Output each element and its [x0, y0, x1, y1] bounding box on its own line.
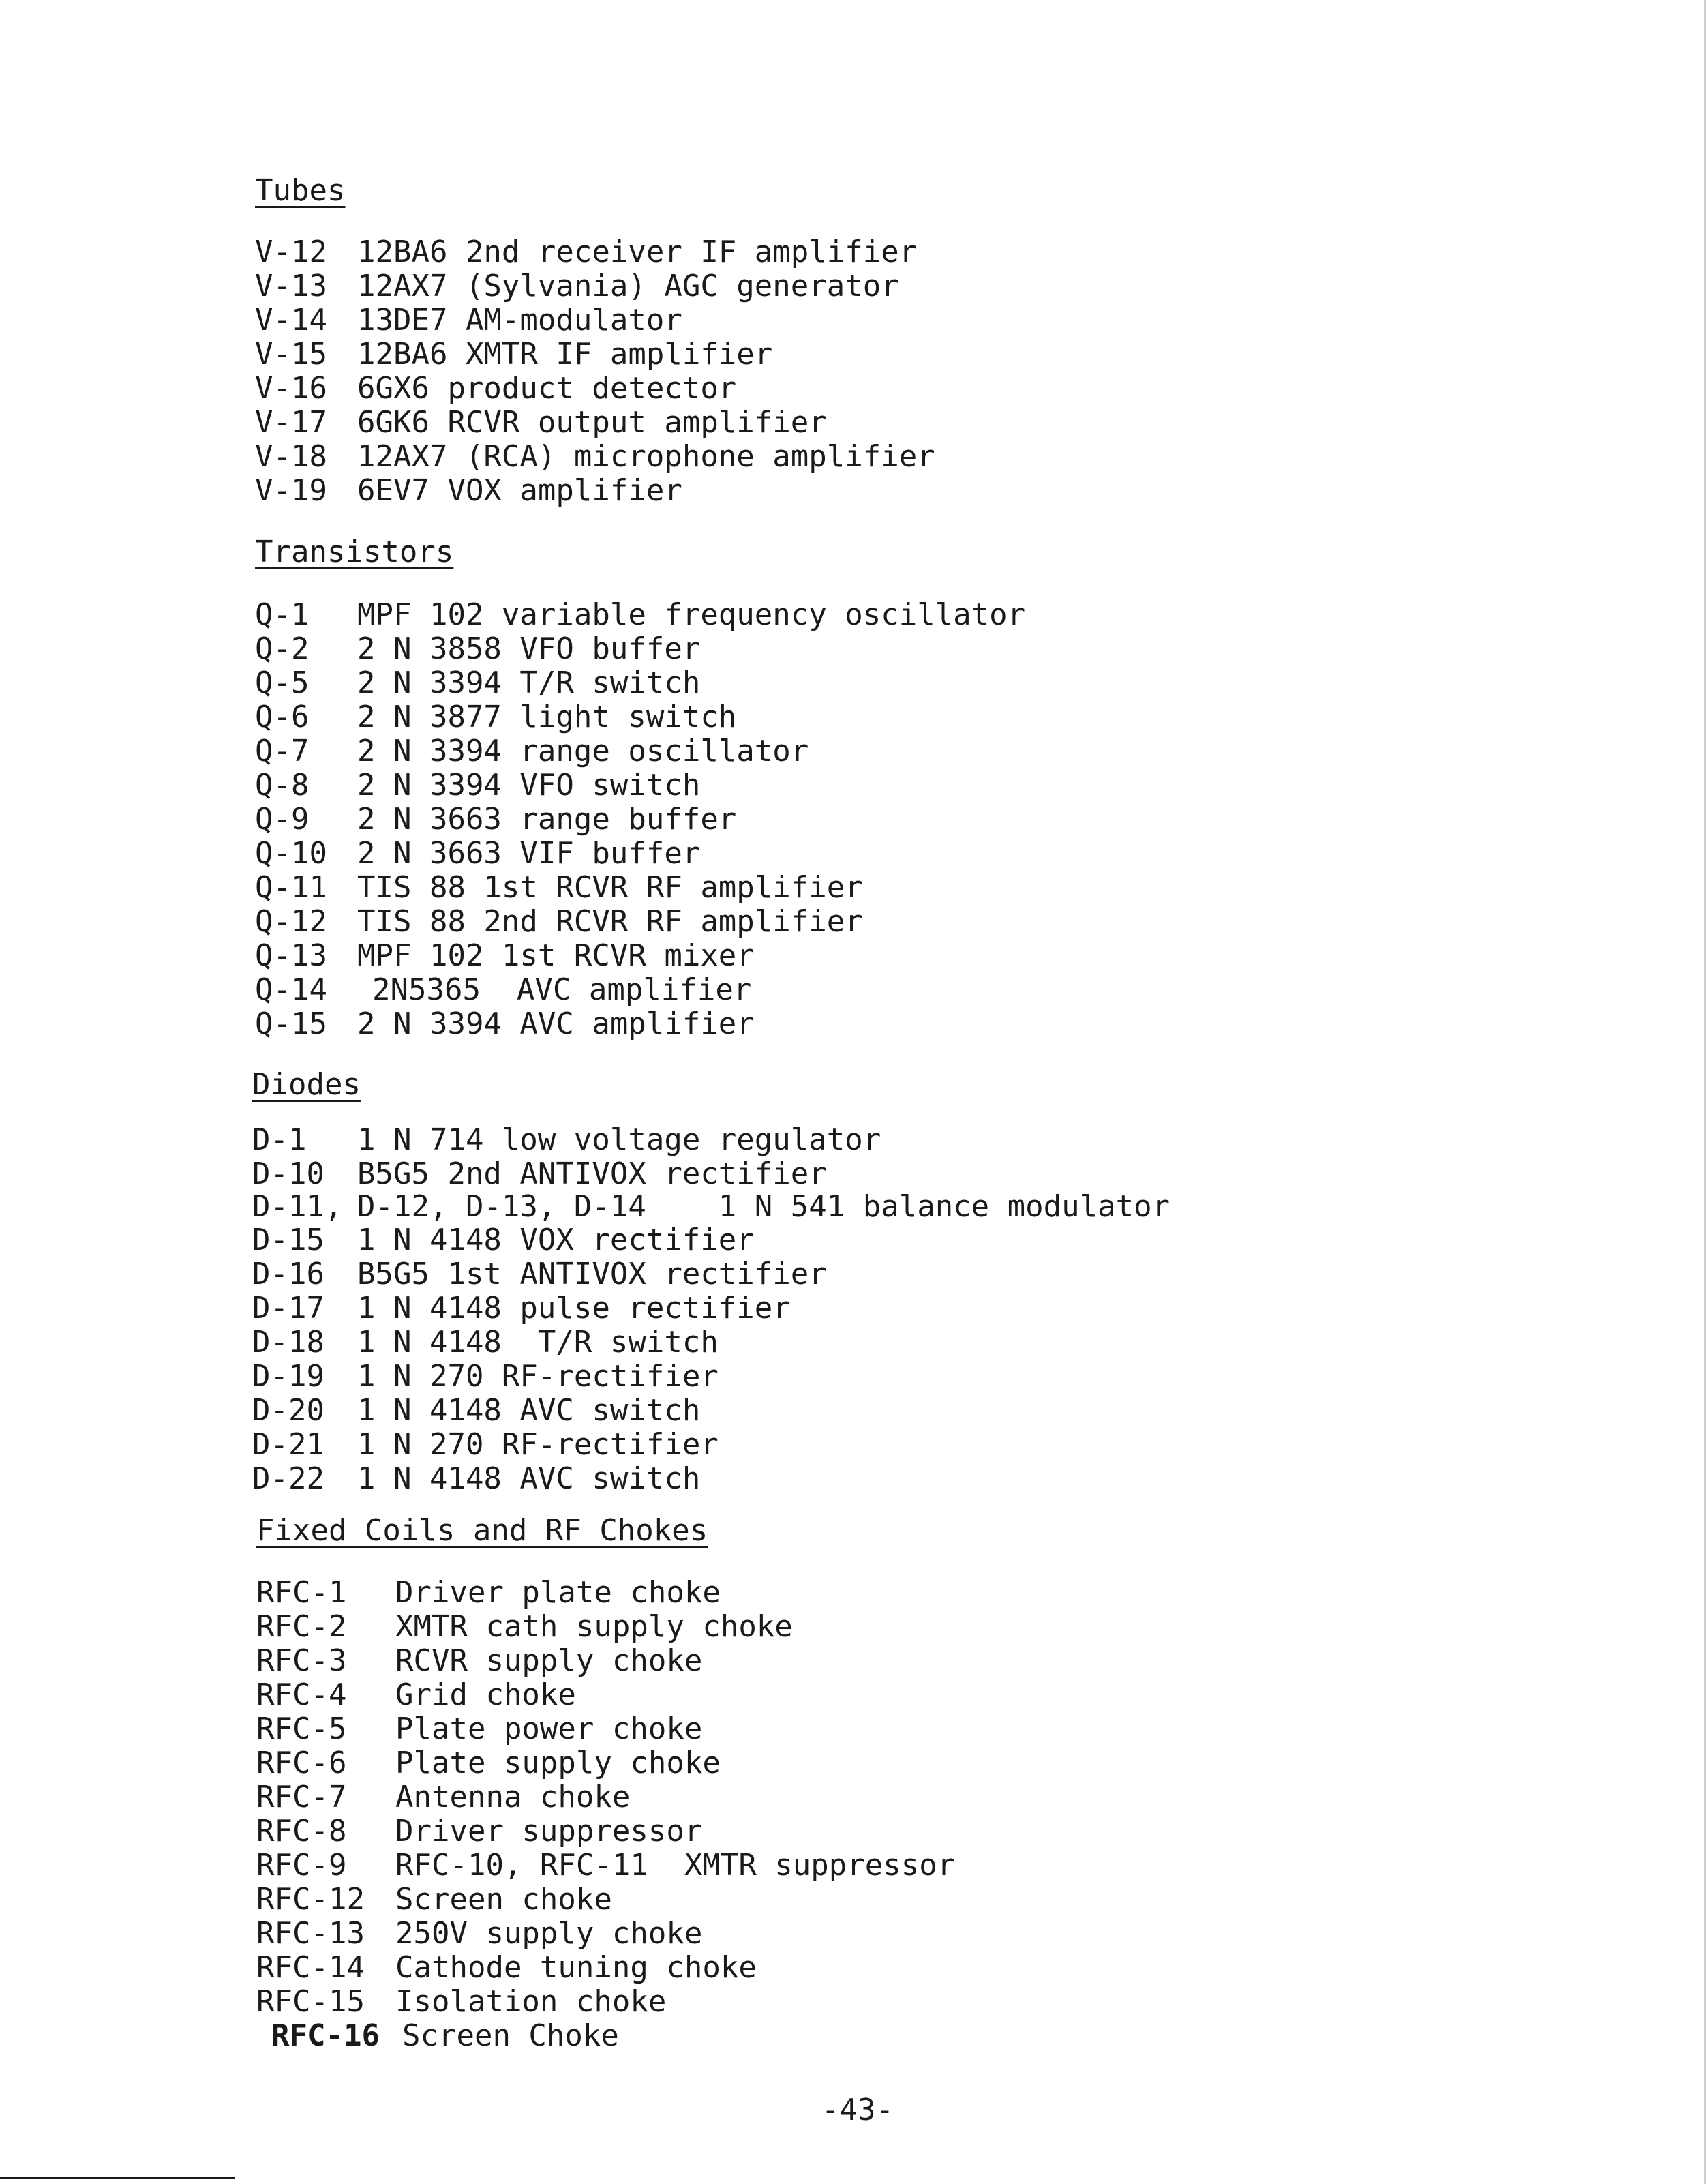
part-description: 2N5365 AVC amplifier	[372, 972, 752, 1007]
part-description: XMTR cath supply choke	[395, 1609, 793, 1644]
part-description: TIS 88 1st RCVR RF amplifier	[357, 870, 863, 905]
part-id: D-20	[252, 1393, 324, 1428]
part-id: D-21	[252, 1427, 324, 1462]
part-id: V-16	[255, 371, 327, 406]
part-description: 12AX7 (Sylvania) AGC generator	[357, 269, 899, 303]
part-id: V-18	[255, 439, 327, 474]
part-id: RFC-16	[271, 2018, 380, 2053]
part-id: RFC-5	[256, 1711, 347, 1746]
part-description: 1 N 270 RF-rectifier	[357, 1427, 719, 1462]
part-description: D-12, D-13, D-14 1 N 541 balance modulator	[357, 1189, 1170, 1224]
part-id: Q-8	[255, 768, 309, 803]
part-id: Q-5	[255, 665, 309, 700]
part-id: RFC-3	[256, 1643, 347, 1678]
part-description: 1 N 4148 AVC switch	[357, 1461, 701, 1496]
part-id: Q-2	[255, 631, 309, 666]
part-description: Screen Choke	[402, 2018, 619, 2053]
part-id: Q-1	[255, 597, 309, 632]
part-description: 2 N 3394 range oscillator	[357, 734, 809, 768]
part-id: RFC-6	[256, 1746, 347, 1780]
part-description: Isolation choke	[395, 1984, 667, 2019]
part-description: Grid choke	[395, 1677, 576, 1712]
part-id: RFC-8	[256, 1814, 347, 1849]
part-id: Q-7	[255, 734, 309, 768]
part-description: 1 N 4148 pulse rectifier	[357, 1291, 791, 1326]
page-number: -43-	[821, 2093, 894, 2127]
part-description: 2 N 3394 T/R switch	[357, 665, 701, 700]
part-description: 1 N 4148 T/R switch	[357, 1325, 719, 1360]
part-description: 2 N 3663 VIF buffer	[357, 836, 701, 871]
part-id: Q-14	[255, 972, 327, 1007]
part-description: RFC-10, RFC-11 XMTR suppressor	[395, 1848, 956, 1883]
part-id: D-11,	[252, 1189, 343, 1224]
part-description: Driver suppressor	[395, 1814, 703, 1849]
part-id: Q-15	[255, 1006, 327, 1041]
section-heading-diodes: Diodes	[252, 1067, 361, 1102]
part-id: Q-10	[255, 836, 327, 871]
part-description: Driver plate choke	[395, 1575, 721, 1610]
part-id: V-12	[255, 235, 327, 269]
part-id: RFC-2	[256, 1609, 347, 1644]
part-description: 6GX6 product detector	[357, 371, 737, 406]
part-id: V-17	[255, 405, 327, 440]
part-description: 12AX7 (RCA) microphone amplifier	[357, 439, 935, 474]
part-description: 6GK6 RCVR output amplifier	[357, 405, 827, 440]
part-description: 250V supply choke	[395, 1916, 703, 1951]
part-description: 2 N 3394 VFO switch	[357, 768, 701, 803]
part-description: B5G5 1st ANTIVOX rectifier	[357, 1257, 827, 1291]
part-description: 1 N 4148 VOX rectifier	[357, 1223, 755, 1257]
part-description: B5G5 2nd ANTIVOX rectifier	[357, 1156, 827, 1191]
part-id: RFC-9	[256, 1848, 347, 1883]
part-id: Q-12	[255, 904, 327, 939]
section-heading-tubes: Tubes	[255, 173, 346, 208]
part-id: V-19	[255, 473, 327, 508]
part-id: RFC-7	[256, 1780, 347, 1814]
part-id: Q-6	[255, 700, 309, 734]
part-id: D-10	[252, 1156, 324, 1191]
section-heading-coils: Fixed Coils and RF Chokes	[256, 1513, 708, 1548]
part-id: V-14	[255, 303, 327, 338]
part-id: D-17	[252, 1291, 324, 1326]
part-description: 2 N 3394 AVC amplifier	[357, 1006, 755, 1041]
part-description: 1 N 270 RF-rectifier	[357, 1359, 719, 1394]
part-id: RFC-14	[256, 1950, 365, 1985]
part-id: Q-11	[255, 870, 327, 905]
part-id: Q-9	[255, 802, 309, 837]
part-id: RFC-15	[256, 1984, 365, 2019]
part-id: D-22	[252, 1461, 324, 1496]
part-description: 12BA6 2nd receiver IF amplifier	[357, 235, 918, 269]
part-id: RFC-1	[256, 1575, 347, 1610]
page-edge-line	[1704, 0, 1706, 2184]
part-id: RFC-13	[256, 1916, 365, 1951]
part-id: D-1	[252, 1122, 307, 1157]
part-description: 13DE7 AM-modulator	[357, 303, 682, 338]
part-description: RCVR supply choke	[395, 1643, 703, 1678]
footer-divider	[0, 2177, 235, 2179]
part-description: 6EV7 VOX amplifier	[357, 473, 682, 508]
part-id: RFC-12	[256, 1882, 365, 1917]
part-description: Antenna choke	[395, 1780, 631, 1814]
part-description: MPF 102 variable frequency oscillator	[357, 597, 1026, 632]
part-description: 2 N 3877 light switch	[357, 700, 737, 734]
part-description: 12BA6 XMTR IF amplifier	[357, 337, 773, 372]
part-id: V-13	[255, 269, 327, 303]
part-description: 1 N 4148 AVC switch	[357, 1393, 701, 1428]
part-id: Q-13	[255, 938, 327, 973]
part-id: D-16	[252, 1257, 324, 1291]
part-description: Plate supply choke	[395, 1746, 721, 1780]
part-id: V-15	[255, 337, 327, 372]
part-description: Screen choke	[395, 1882, 612, 1917]
part-id: RFC-4	[256, 1677, 347, 1712]
section-heading-transistors: Transistors	[255, 535, 454, 569]
part-id: D-19	[252, 1359, 324, 1394]
part-description: 1 N 714 low voltage regulator	[357, 1122, 881, 1157]
part-description: Cathode tuning choke	[395, 1950, 757, 1985]
part-id: D-18	[252, 1325, 324, 1360]
part-description: 2 N 3663 range buffer	[357, 802, 737, 837]
part-id: D-15	[252, 1223, 324, 1257]
part-description: 2 N 3858 VFO buffer	[357, 631, 701, 666]
part-description: MPF 102 1st RCVR mixer	[357, 938, 755, 973]
part-description: TIS 88 2nd RCVR RF amplifier	[357, 904, 863, 939]
part-description: Plate power choke	[395, 1711, 703, 1746]
